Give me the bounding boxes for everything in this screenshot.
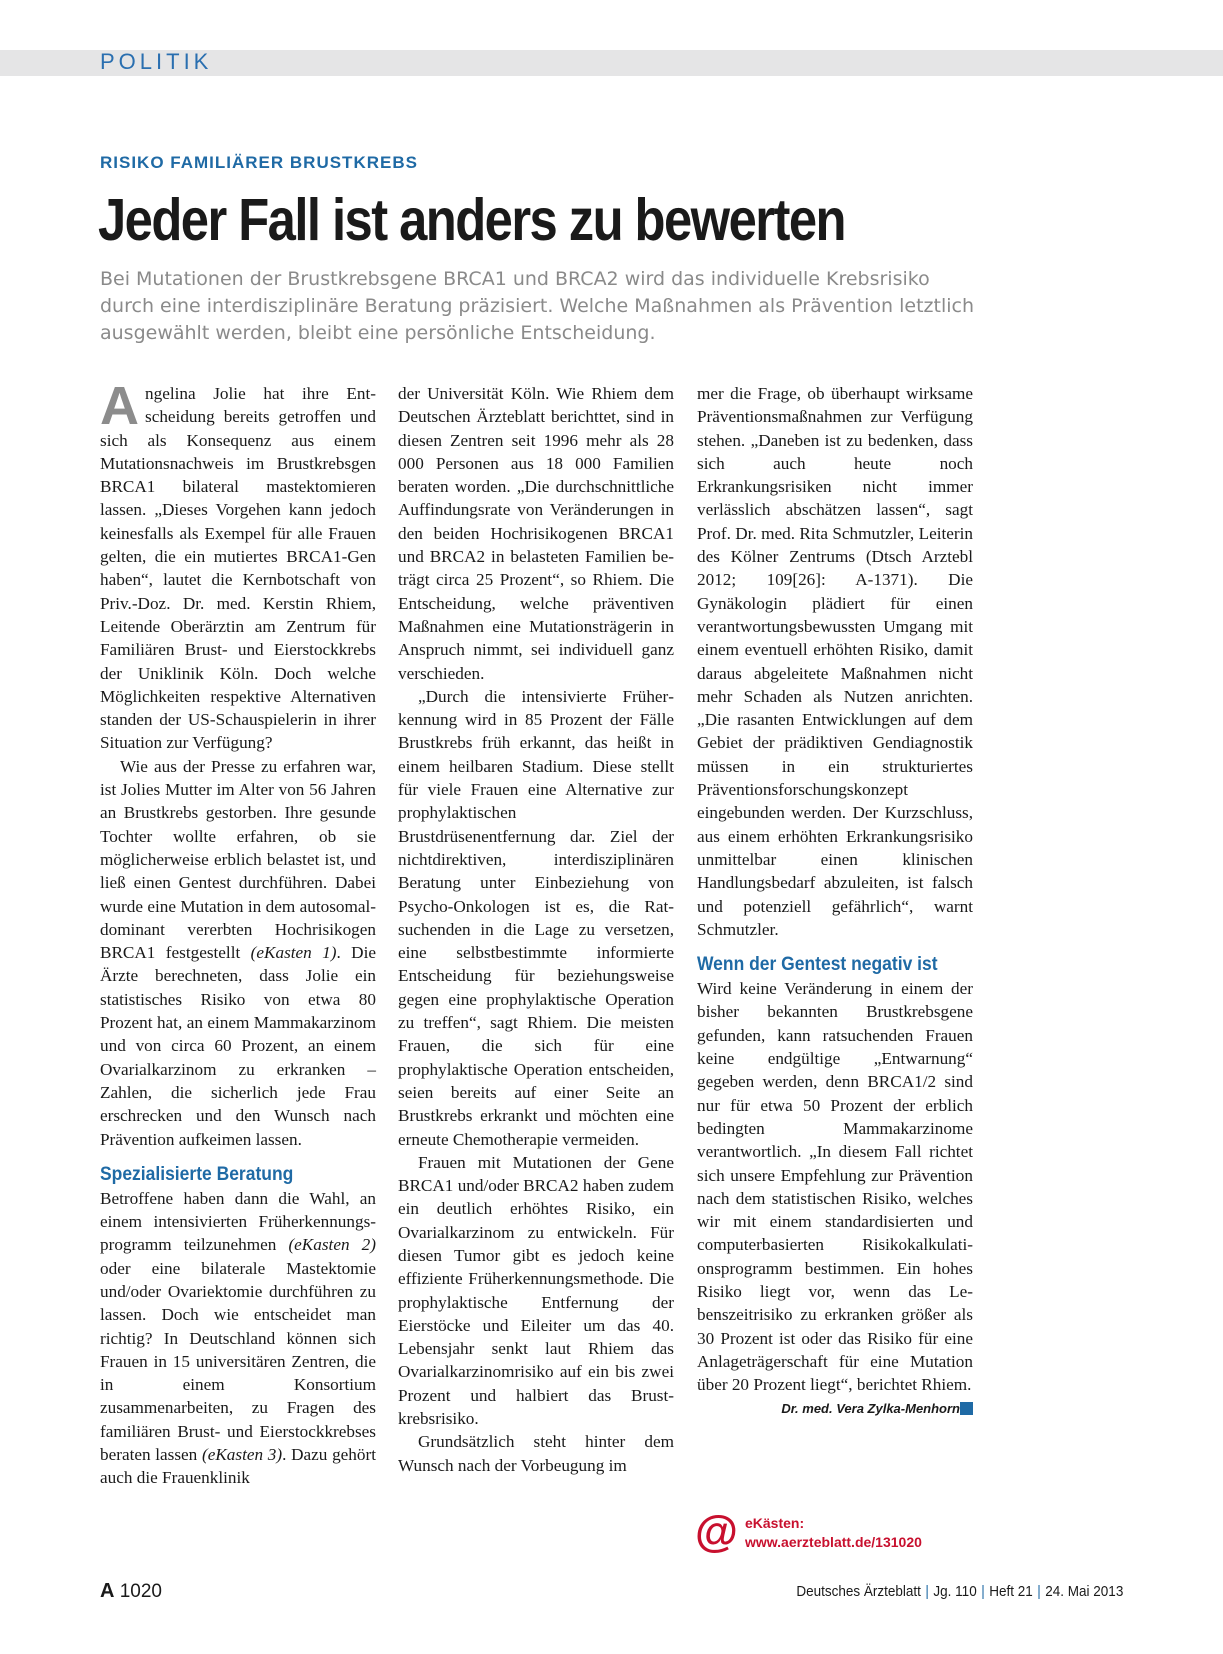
footer-separator: | (980, 1583, 985, 1600)
section-label: POLITIK (100, 49, 213, 74)
paragraph-text: Wird keine Veränderung in einem der bisher bekannten Brustkrebsgene gefunden, kann ratsuchenden Frauen keine endgültige „Entwarnung“ gegeben werden, denn BRCA1/2 sind nur für etwa 50 Prozent der erblich bedingten Mammakarzinome verantwortlich. „In diesem Fall richtet sich unsere Empfehlung zur Prävention nach dem statistischen Risiko, welches wir mit einem standardisierten und computerbasierten Risikokalkulationsprogramm bestimmen. Ein hohes Risiko liegt vor, wenn das Lebenszeitrisiko zu erkranken größer als 30 Prozent ist oder das Risiko für eine Anlageträgerschaft für eine Mutation über 20 Prozent liegt“, berichtet Rhiem. (697, 979, 973, 1395)
paragraph: Frauen mit Mutationen der Gene BRCA1 und/oder BRCA2 haben zudem ein deutlich erhöhtes Risiko, ein Ovarialkarzinom zu entwickeln. Für diesen Tumor gibt es jedoch keine effiziente Früherkennungsmethode. Die prophylaktische Entfernung der Eierstöcke und Eileiter um das 40. Lebensjahr senkt laut Rhiem das Ovarialkarzinomrisiko auf ein bis zwei Prozent und halbiert das Brustkrebsrisiko. (398, 1152, 674, 1429)
subheading: Wenn der Gentest negativ ist (697, 954, 938, 976)
subheading: Spezialisierte Beratung (100, 1163, 294, 1185)
paragraph (697, 977, 973, 1396)
paragraph: mer die Frage, ob überhaupt wirksame Präventionsmaßnahmen zur Verfügung stehen. „Daneben ist zu bedenken, dass sich auch heute noch Erkrankungsrisiken nicht immer verlässlich abschätzen lassen“, sagt Prof. Dr. med. Rita Schmutzler, Leiterin des Kölner Zentrums (Dtsch Arztebl 2012; 109[26]: A-1371). Die Gynäkologin plädiert für einen verantwortungsbewussten Umgang mit einem eventuell erhöhten Risiko, damit daraus abgeleitete Maßnahmen nicht mehr Schaden als Nutzen anrichten. „Die rasanten Entwicklungen auf dem Gebiet der prädiktiven Gendiagnostik müssen in ein strukturiertes Präventionsforschungskonzept eingebunden werden. Der Kurzschluss, aus einem erhöhten Erkrankungsrisiko unmittelbar einen klinischen Handlungsbedarf abzuleiten, ist falsch und potenziell gefährlich“, warnt Schmutzler. (697, 384, 973, 939)
ekasten-link[interactable]: www.aerzteblatt.de/131020 (745, 1534, 922, 1550)
ekasten-reference: (eKasten 2) (288, 1235, 376, 1255)
journal-volume: Jg. 110 (933, 1583, 977, 1600)
paragraph: der Universität Köln. Wie Rhiem dem Deutschen Ärzteblatt berichttet, sind in diesen Zentren seit 1996 mehr als 28 000 Personen aus 18 000 Familien beraten worden. „Die durchschnittliche Auffindungsrate von Veränderungen in den beiden Hochrisikogenen BRCA1 und BRCA2 in belasteten Familien beträgt circa 25 Prozent“, so Rhiem. Die Entscheidung, welche präventiven Maßnahmen eine Mutationsträgerin in Anspruch nimmt, sei individuell ganz verschieden. (398, 384, 674, 683)
journal-name: Deutsches Ärzteblatt (796, 1583, 921, 1600)
journal-issue: Heft 21 (988, 1583, 1033, 1600)
article-lead: Bei Mutationen der Brustkrebsgene BRCA1 und BRCA2 wird das individuelle Krebsrisiko durch eine interdisziplinäre Beratung präzisiert. Welche Maßnahmen als Prävention letztlich ausgewählt werden, bleibt eine persönliche Entscheidung. (100, 268, 975, 344)
ekasten-reference: (eKasten 1) (250, 943, 337, 963)
paragraph-text: oder eine bilaterale Mastektomie und/oder Ovariektomie durchführen zu lassen. Doch wie entscheidet man richtig? In Deutschland können sich Frauen in 15 universitären Zentren, die in einem Konsortium zusammenarbeiten, zu Fragen des familiären Brust- und Eierstockkrebses beraten lassen (100, 1258, 376, 1465)
article-kicker: RISIKO FAMILIÄRER BRUSTKREBS (100, 153, 418, 172)
journal-footer (796, 1583, 1123, 1600)
footer-separator: | (1036, 1583, 1041, 1600)
ekasten-label: eKästen: (745, 1515, 805, 1531)
journal-date: 24. Mai 2013 (1044, 1583, 1123, 1600)
footer-separator: | (925, 1583, 929, 1600)
paragraph-text: . Dazu gehört auch die Frauenklinik (100, 1445, 376, 1488)
paragraph-text: Wie aus der Presse zu erfahren war, ist Jolies Mutter im Alter von 56 Jahren an Brustkrebs gestorben. Ihre gesunde Tochter wollte erfahren, ob sie möglicherweise erblich belastet ist, und ließ einen Gentest durchführen. Dabei wurde eine Mutation in dem autosomal-dominant vererbten Hochrisikogen BRCA1 festgestellt (100, 756, 376, 963)
text-column-3 (697, 382, 973, 1420)
paragraph (100, 755, 376, 1151)
page-number (100, 1580, 162, 1603)
text-column-2 (398, 382, 674, 1477)
paragraph (100, 1187, 376, 1490)
paragraph (100, 376, 376, 755)
paragraph-text: ngelina Jolie hat ihre Entscheidung bereits getroffen und sich als Konsequenz aus einem Mutationsnachweis im Brustkrebsgen BRCA1 bilateral mastektomieren lassen. „Dieses Vorgehen kann jedoch keinesfalls als Exempel für alle Frauen gelten, die ein mutiertes BRCA1-Gen haben“, lautet die Kernbotschaft von Priv.-Doz. Dr. med. Kerstin Rhiem, Leitende Oberärztin am Zentrum für Familiären Brust- und Eierstockkrebs der Uniklinik Köln. Doch welche Möglichkeiten respektive Alternativen standen der US-Schauspielerin in ihrer Situation zur Verfügung? (100, 384, 376, 753)
at-sign-icon: @ (695, 1507, 738, 1556)
page-prefix: A (100, 1580, 115, 1602)
author-byline: Dr. med. Vera Zylka-Menhorn (781, 1401, 960, 1417)
end-mark-icon (960, 1402, 973, 1415)
paragraph-text: . Die Ärzte berechneten, dass Jolie ein statistisches Risiko von etwa 80 Prozent hat, an einem Mammakarzinom und von circa 60 Prozent, an einem Ovarialkarzinom zu erkranken – Zahlen, die sicherlich jede Frau erschrecken und den Wunsch nach Prävention aufkeimen lassen. (100, 943, 376, 1149)
article-headline: Jeder Fall ist anders zu bewerten (98, 187, 845, 253)
paragraph-text: Betroffene haben dann die Wahl, an einem intensivierten Früherkennungsprogramm teilzunehmen (100, 1188, 376, 1255)
paragraph: Grundsätzlich steht hinter dem Wunsch nach der Vorbeugung im (398, 1432, 674, 1475)
page-number-value: 1020 (119, 1581, 163, 1602)
drop-cap: A (100, 376, 139, 436)
ekasten-box (695, 1507, 975, 1556)
ekasten-reference: (eKasten 3) (201, 1445, 283, 1465)
text-column-1 (100, 376, 376, 1490)
paragraph: „Durch die intensivierte Früherkennung wird in 85 Prozent der Fälle Brustkrebs früh erkannt, das heißt in einem heilbaren Stadium. Diese stellt für viele Frauen eine Alternative zur prophylaktischen Brustdrüsenentfernung dar. Ziel der nichtdirektiven, interdisziplinären Beratung unter Einbeziehung von Psycho-Onkologen ist es, die Ratsuchenden in die Lage zu versetzen, eine selbstbestimmte informierte Entscheidung für beziehungsweise gegen eine prophylaktische Operation zu treffen“, sagt Rhiem. Die meisten Frauen, die sich für eine prophylaktische Operation entscheiden, seien bereits auf einer Seite an Brustkrebs erkrankt und möchten eine erneute Chemotherapie vermeiden. (398, 686, 674, 1149)
